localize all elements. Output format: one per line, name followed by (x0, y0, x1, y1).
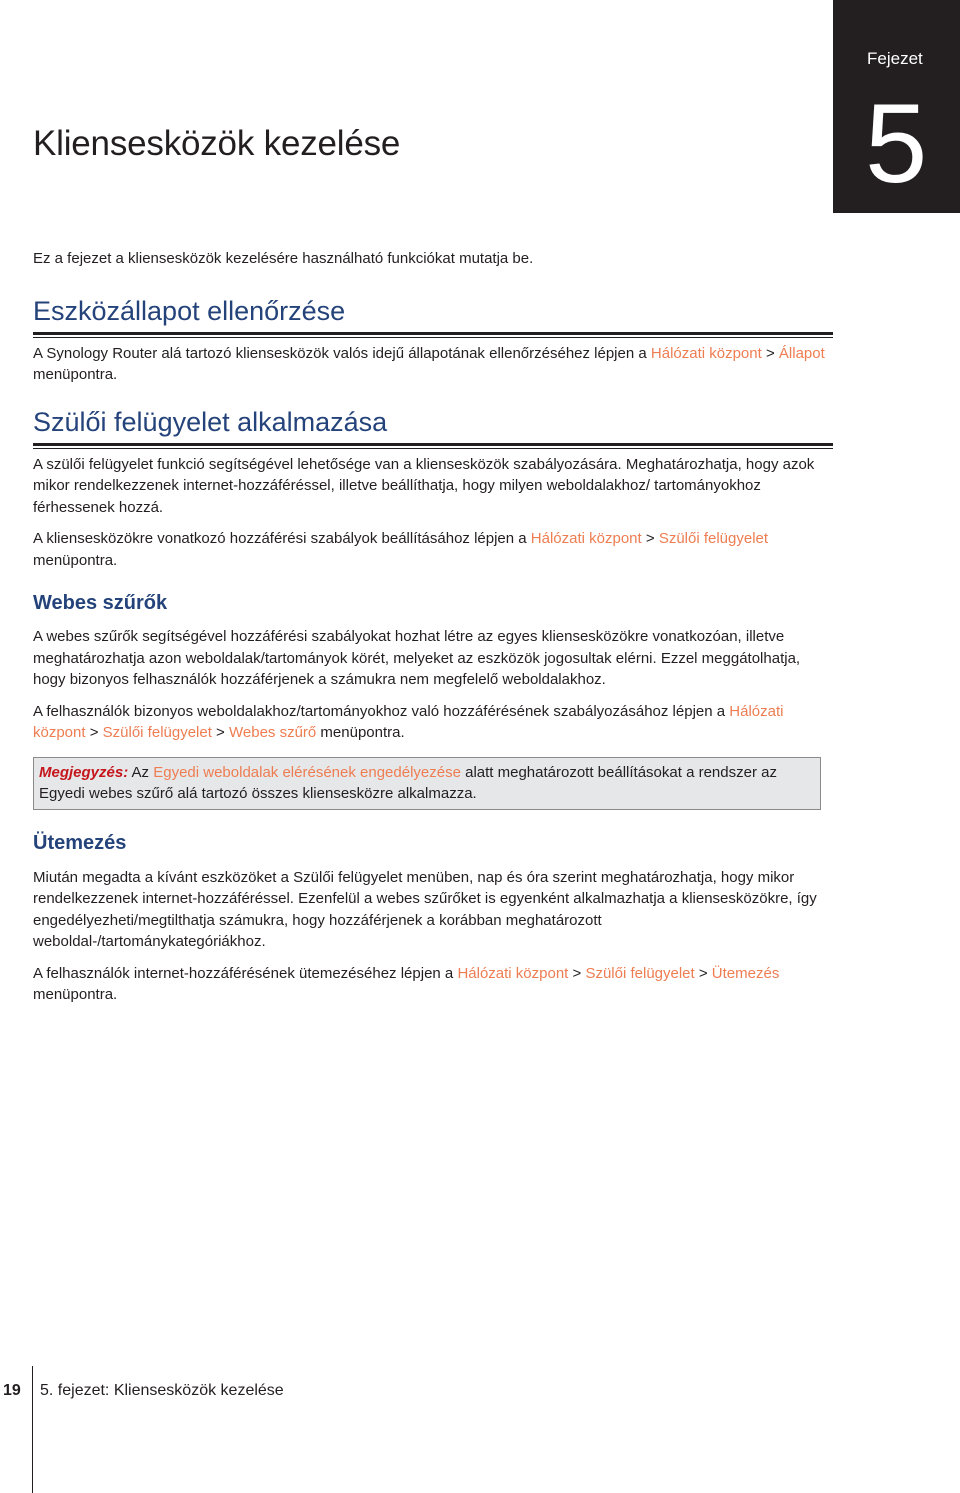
chapter-label: Fejezet (867, 49, 923, 68)
link-schedule[interactable]: Ütemezés (711, 964, 780, 982)
schedule-paragraph: Miután megadta a kívánt eszközöket a Szülői felügyelet menüben, nap és óra szerint meghatározhatja, hogy mikor rendelkezzenek internet-hozzáféréssel. Ezenfelül a webes szűrőket is egyenként alkalmazhatja a kliensesközökre, így engedélyezheti/megtilthatja számukra, hogy hozzáférjenek a korábban meghatározott weboldal-/tartománykategóriákhoz. (33, 868, 817, 950)
web-filter-nav-paragraph: A felhasználók bizonyos weboldalakhoz/tartományokhoz való hozzáférésének szabályozásához lépjen a Hálózati központ > Szülői felügyelet > Webes szűrő menüpontra. (33, 702, 784, 741)
note-label: Megjegyzés: (39, 763, 129, 781)
web-filter-paragraph: A webes szűrők segítségével hozzáférési szabályokat hozhat létre az egyes kliensesközökre vonatkozóan, illetve meghatározhatja azon weboldalak/tartományok körét, melyeket az eszközök jogosultak elérni. Ezzel meggátolhatja, hogy bizonyos felhasználók hozzáférjenek a számukra nem megfelelő weboldalakhoz. (33, 628, 801, 688)
link-network-center[interactable]: Hálózati központ (457, 964, 569, 982)
schedule-nav-paragraph: A felhasználók internet-hozzáférésének ütemezéséhez lépjen a Hálózati központ > Szülői felügyelet > Ütemezés menüpontra. (33, 964, 780, 1003)
link-parental-control[interactable]: Szülői felügyelet (102, 724, 212, 741)
link-network-center[interactable]: Hálózati központ (650, 344, 762, 362)
section-rule (33, 443, 833, 449)
footer-divider (32, 1366, 33, 1493)
link-custom-website-access[interactable]: Egyedi weboldalak elérésének engedélyezése (153, 763, 461, 781)
chapter-tab (833, 0, 960, 213)
subsection-heading-schedule: Ütemezés (33, 831, 127, 854)
link-status[interactable]: Állapot (778, 344, 825, 362)
intro-paragraph: Ez a fejezet a kliensesközök kezelésére használható funkciókat mutatja be. (33, 250, 534, 267)
link-network-center[interactable]: Hálózati központ (530, 530, 642, 547)
link-network-center[interactable]: Hálózati központ (33, 702, 784, 741)
page-title: Kliensesközök kezelése (33, 124, 401, 163)
note-box (33, 757, 821, 810)
footer-chapter-title: 5. fejezet: Kliensesközök kezelése (40, 1382, 284, 1399)
main-content (33, 248, 833, 1006)
parental-control-paragraph: A szülői felügyelet funkció segítségével lehetősége van a kliensesközök szabályozására. Meghatározhatja, hogy azok mikor rendelkezzenek internet-hozzáféréssel, illetve beállíthatja, hogy milyen weboldalakhoz/ tartományokhoz férhessenek hozzá. (33, 455, 815, 516)
subsection-heading-web-filter: Webes szűrők (33, 592, 168, 614)
chapter-number: 5 (865, 81, 928, 206)
page-number: 19 (3, 1382, 21, 1399)
link-web-filter[interactable]: Webes szűrő (229, 724, 317, 741)
link-parental-control[interactable]: Szülői felügyelet (658, 530, 769, 547)
device-status-paragraph: A Synology Router alá tartozó kliensesközök valós idejű állapotának ellenőrzéséhez lépjen a Hálózati központ > Állapot menüpontra. (33, 344, 825, 383)
link-parental-control[interactable]: Szülői felügyelet (585, 964, 695, 982)
section-heading-parental-control: Szülői felügyelet alkalmazása (33, 406, 388, 437)
note-text: Megjegyzés: Az Egyedi weboldalak elérésének engedélyezése alatt meghatározott beállításokat a rendszer az Egyedi webes szűrő alá tartozó összes kliensesközre alkalmazza. (39, 763, 777, 802)
section-rule (33, 332, 833, 338)
parental-control-nav-paragraph: A kliensesközökre vonatkozó hozzáférési szabályok beállításához lépjen a Hálózati központ > Szülői felügyelet menüpontra. (33, 530, 769, 569)
section-heading-device-status: Eszközállapot ellenőrzése (33, 295, 346, 326)
